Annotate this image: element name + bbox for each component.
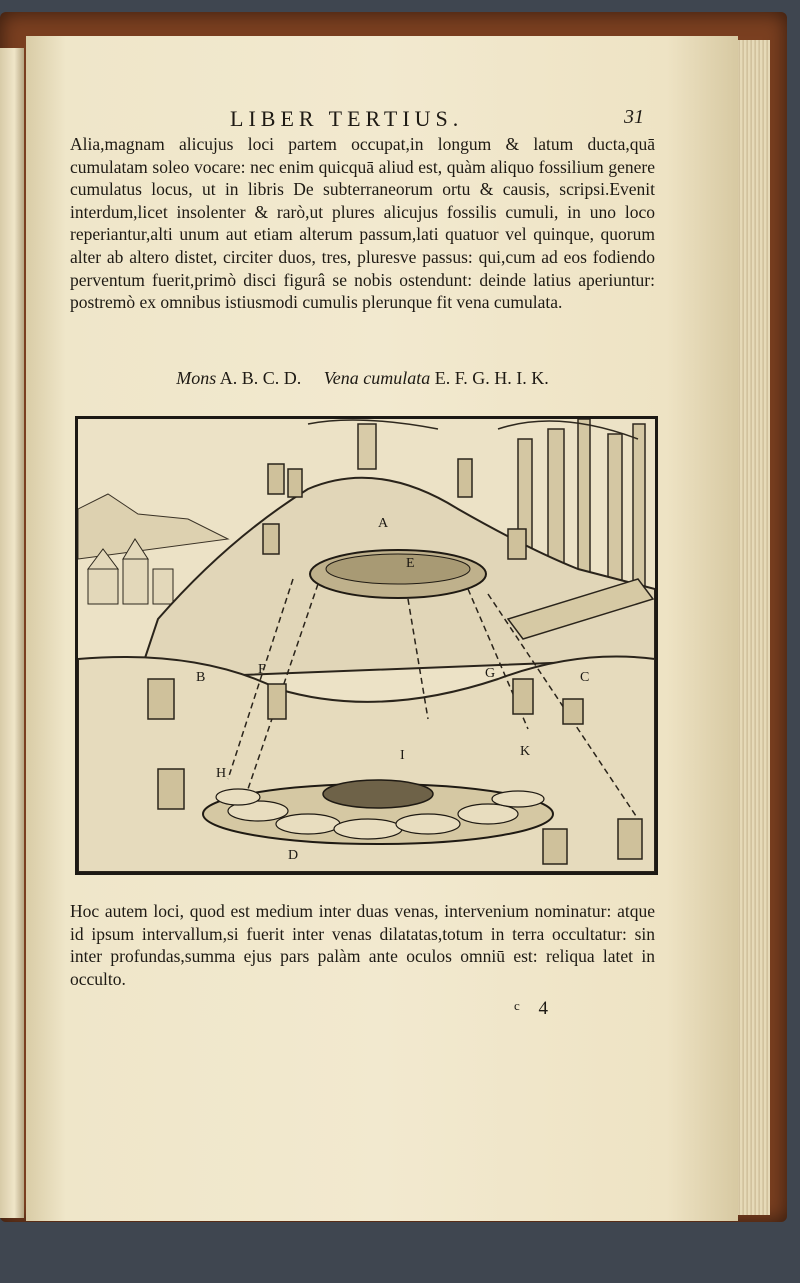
figure-letter-I: I — [400, 748, 405, 763]
caption-vena-label: Vena cumulata — [323, 368, 431, 388]
running-head: LIBER TERTIUS. — [230, 106, 464, 131]
caption-mons-label: Mons — [176, 368, 217, 388]
figure-letter-D: D — [288, 848, 299, 863]
woodcut-svg — [78, 419, 655, 872]
paragraph-2: Hoc autem loci, quod est medium inter duas venas, intervenium nominatur: atque id ipsum intervallum,si fuerit inter venas dilatatas,totum in terra occultatur: sin inter profundas,summa ejus pars palàm ante oculos omniū est: reliqua latet in occulto. — [70, 901, 655, 989]
figure-letter-G: G — [485, 666, 496, 681]
signature-letter: c — [514, 998, 520, 1013]
page-number: 31 — [624, 106, 644, 128]
figure-letter-H: H — [216, 766, 227, 781]
figure-letter-K: K — [520, 744, 531, 759]
woodcut-illustration — [75, 416, 658, 875]
paragraph-1: Alia,magnam alicujus loci partem occupat,in longum & latum ducta,quā cumulatam soleo vocare: nec enim quicquā aliud est, quàm aliquo fossilium genere cumulatus locus, ut in libris De subterraneorum ortu & causis, scripsi.Evenit interdum,licet insolenter & rarò,ut plures alicujus fossilis cumuli, in uno loco reperiantur,alti unum aut etiam alterum passum,lati quatuor vel quinque, quorum alter ab altero distet, circiter duos, tres, pluresve passus: qui,cum ad eos fodiendo perventum fuerit,primò disci figurâ se nobis ostendunt: deinde latius aperiuntur: postremò ex omnibus istiusmodi cumulis plerunque fit vena cumulata. — [70, 134, 655, 313]
left-page-edge — [0, 48, 24, 1218]
caption-vena-letters: E. F. G. H. I. K. — [434, 368, 549, 388]
figure-caption — [70, 368, 655, 389]
figure-letter-E: E — [406, 556, 415, 571]
figure-letter-B: B — [196, 670, 206, 685]
signature-mark — [514, 998, 548, 1020]
figure-letter-A: A — [378, 516, 389, 531]
figure-letter-F: F — [258, 662, 266, 677]
figure-letter-C: C — [580, 670, 590, 685]
signature-number: 4 — [538, 998, 549, 1019]
caption-mons-letters: A. B. C. D. — [219, 368, 302, 388]
book-page — [26, 36, 738, 1221]
